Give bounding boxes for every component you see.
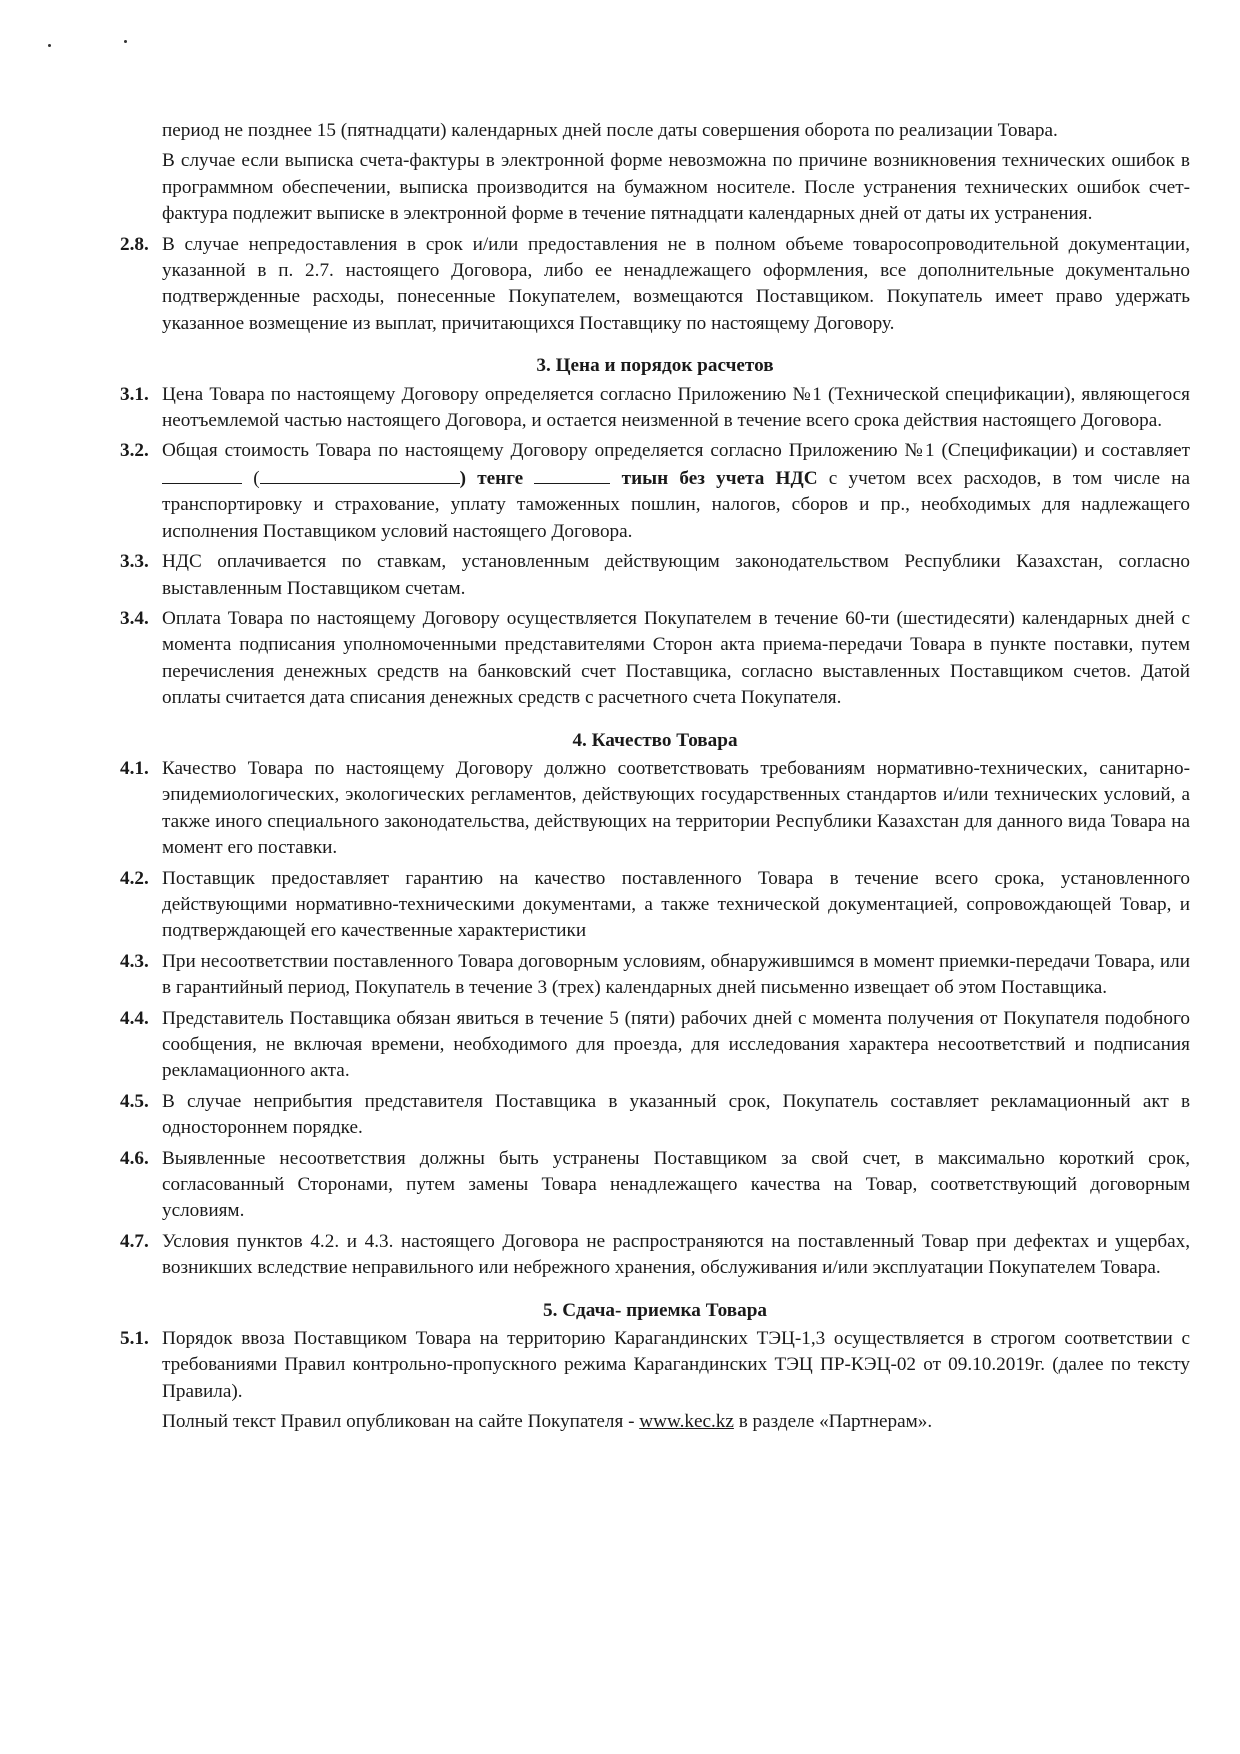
clause-number: 5.1. xyxy=(120,1328,149,1350)
clause-3-2 xyxy=(120,438,1190,545)
clause-number: 4.2. xyxy=(120,867,149,889)
clause-number: 3.3. xyxy=(120,551,149,573)
clause-4-5 xyxy=(120,1089,1190,1142)
clause-text-part: с учетом всех расходов, в том числе на транспортировку и страхование, уплату таможенных пошлин, налогов, сборов и пр., необходимых для надлежащего исполнения Поставщиком условий настоящего Договора. xyxy=(162,467,1190,542)
clause-text-part: тиын без учета НДС xyxy=(621,467,818,489)
clause-text-part: ( xyxy=(253,467,260,489)
clause-text: При несоответствии поставленного Товара договорным условиям, обнаружившимся в момент приемки-передачи Товара, или в гарантийный период, Покупатель в течение 3 (трех) календарных дней письменно извещает об этом Поставщика. xyxy=(162,950,1190,999)
clause-text: Порядок ввоза Поставщиком Товара на территорию Карагандинских ТЭЦ-1,3 осуществляется в строгом соответствии с требованиями Правил контрольно-пропускного режима Карагандинских ТЭЦ ПР-КЭЦ-02 от 09.10.2019г. (далее по тексту Правила). xyxy=(162,1328,1190,1402)
clause-number: 2.8. xyxy=(120,233,149,255)
clause-text: Цена Товара по настоящему Договору определяется согласно Приложению №1 (Технической спецификации), являющегося неотъемлемой частью настоящего Договора, и остается неизменной в течение всего срока действия настоящего Договора. xyxy=(162,383,1190,432)
clause-number: 3.4. xyxy=(120,607,149,629)
clause-text: Выявленные несоответствия должны быть устранены Поставщиком за свой счет, в максимально короткий срок, согласованный Сторонами, путем замены Товара ненадлежащего качества на Товар, соответствующий договорным условиям. xyxy=(162,1147,1190,1222)
scan-speck xyxy=(124,40,127,43)
clause-text xyxy=(162,438,1190,545)
clause-text: Условия пунктов 4.2. и 4.3. настоящего Договора не распространяются на поставленный Товар при дефектах и ущербах, возникших вследствие неправильного или небрежного хранения, обслуживания и/или эксплуатации Покупателем Товара. xyxy=(162,1230,1190,1279)
section-heading-4: 4. Качество Товара xyxy=(572,729,738,751)
section-heading-3: 3. Цена и порядок расчетов xyxy=(536,355,774,377)
clause-text: В случае неприбытия представителя Поставщика в указанный срок, Покупатель составляет рекламационный акт в одностороннем порядке. xyxy=(162,1090,1190,1139)
clause-text-part: Общая стоимость Товара по настоящему Договору определяется согласно Приложению №1 (Спецификации) и составляет xyxy=(162,440,1190,462)
clause-number: 4.1. xyxy=(120,757,149,779)
clause-text: НДС оплачивается по ставкам, установленным действующим законодательством Республики Казахстан, согласно выставленным Поставщиком счетам. xyxy=(162,551,1190,599)
clause-2-8 xyxy=(120,232,1190,338)
clause-3-3 xyxy=(120,549,1190,602)
clause-text-part: ) тенге xyxy=(459,467,524,489)
clause-4-4 xyxy=(120,1006,1190,1085)
note-text: в разделе «Партнерам». xyxy=(738,1411,933,1433)
website-link[interactable]: www.kec.kz xyxy=(639,1411,734,1433)
clause-number: 4.5. xyxy=(120,1090,149,1112)
amount-words-blank-field xyxy=(260,465,460,484)
clause-text: Поставщик предоставляет гарантию на качество поставленного Товара в течение всего срока, установленного действующими нормативно-техническими документами, а также технической документацией, сопровождающей Товар, и подтверждающей его качественные характеристики xyxy=(162,867,1190,942)
clause-4-6 xyxy=(120,1146,1190,1225)
rules-publication-note xyxy=(162,1409,1190,1435)
clause-number: 4.6. xyxy=(120,1147,149,1169)
clause-number: 4.3. xyxy=(120,950,149,972)
clause-text: Качество Товара по настоящему Договору должно соответствовать требованиям нормативно-технических, санитарно-эпидемиологических, экологических регламентов, действующих государственных стандартов и/или технических условий, а также иного специального законодательства, действующих на территории Республики Казахстан для данного вида Товара на момент его поставки. xyxy=(162,757,1190,859)
paragraph-invoice-paper: В случае если выписка счета-фактуры в электронной форме невозможна по причине возникновения технических ошибок в программном обеспечении, выписка производится на бумажном носителе. После устранения технических ошибок счет-фактура подлежит выписке в электронной форме в течение пятнадцати календарных дней от даты их устранения. xyxy=(162,150,1190,225)
clause-number: 4.4. xyxy=(120,1007,149,1029)
tiyn-blank-field xyxy=(534,465,610,484)
amount-blank-field xyxy=(162,465,242,484)
scan-speck xyxy=(48,44,51,47)
clause-text: Оплата Товара по настоящему Договору осуществляется Покупателем в течение 60-ти (шестидесяти) календарных дней с момента подписания уполномоченными представителями Сторон акта приема-передачи Товара в пункте поставки, путем перечисления денежных средств на банковский счет Поставщика, согласно выставленных Поставщиком счетов. Датой оплаты считается дата списания денежных средств с расчетного счета Покупателя. xyxy=(162,607,1190,709)
paragraph-continuation: период не позднее 15 (пятнадцати) календарных дней после даты совершения оборота по реализации Товара. xyxy=(162,120,1058,141)
clause-4-1 xyxy=(120,756,1190,862)
clause-text: В случае непредоставления в срок и/или предоставления не в полном объеме товаросопроводительной документации, указанной в п. 2.7. настоящего Договора, либо ее ненадлежащего оформления, все дополнительные документально подтвержденные расходы, понесенные Покупателем, возмещаются Поставщиком. Покупатель имеет право удержать указанное возмещение из выплат, причитающихся Поставщику по настоящему Договору. xyxy=(162,233,1190,334)
clause-5-1 xyxy=(120,1326,1190,1405)
clause-number: 3.2. xyxy=(120,440,149,462)
clause-4-3 xyxy=(120,949,1190,1002)
note-text: Полный текст Правил опубликован на сайте Покупателя - xyxy=(162,1411,635,1433)
clause-3-4 xyxy=(120,606,1190,712)
document-body xyxy=(120,118,1190,1440)
section-heading-5: 5. Сдача- приемка Товара xyxy=(543,1299,767,1321)
clause-4-2 xyxy=(120,866,1190,945)
clause-4-7 xyxy=(120,1229,1190,1282)
clause-3-1 xyxy=(120,382,1190,435)
clause-text: Представитель Поставщика обязан явиться в течение 5 (пяти) рабочих дней с момента получения от Покупателя подобного сообщения, не включая времени, необходимого для проезда, для исследования характера несоответствий и подписания рекламационного акта. xyxy=(162,1007,1190,1082)
clause-number: 3.1. xyxy=(120,383,149,405)
clause-number: 4.7. xyxy=(120,1230,149,1252)
